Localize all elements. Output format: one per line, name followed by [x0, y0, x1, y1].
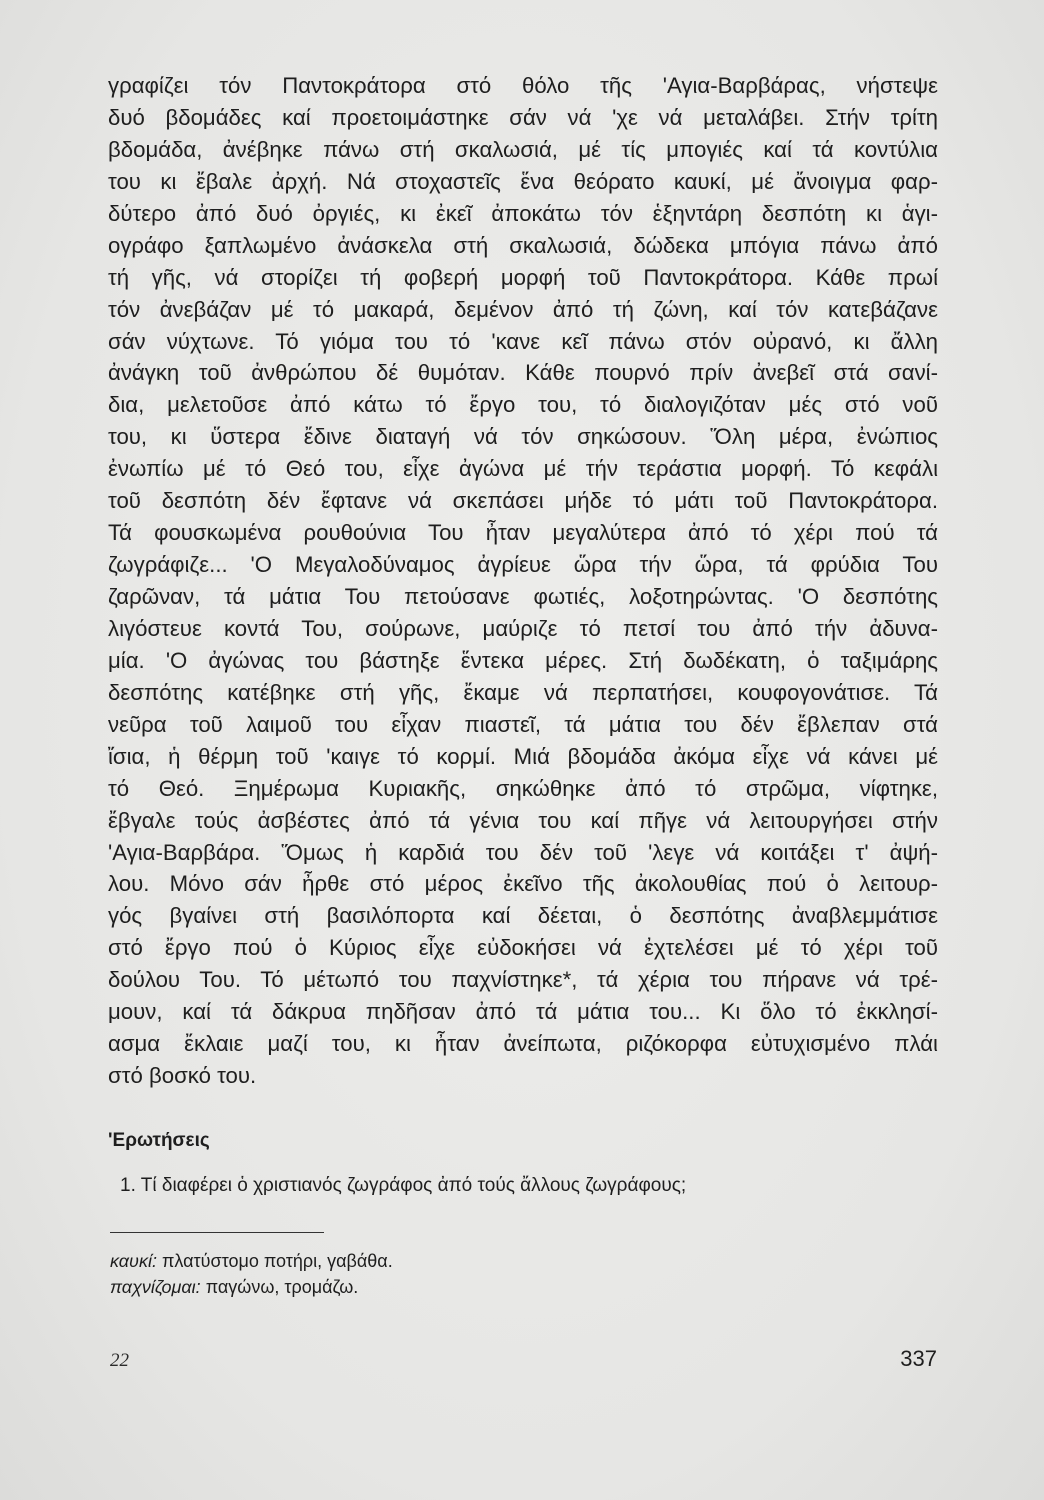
question-item: 1. Τί διαφέρει ὁ χριστιανός ζωγράφος ἀπό τούς ἄλλους ζωγράφους;	[120, 1175, 687, 1196]
text-line: σάν νύχτωνε. Τό γιόμα του τό 'κανε κεῖ πάνω στόν οὐρανό, κι ἄλλη	[108, 328, 938, 354]
text-line: γραφίζει τόν Παντοκράτορα στό θόλο τῆς 'Αγια-Βαρβάρας, νήστεψε	[108, 73, 938, 98]
footnote-item	[110, 1248, 393, 1274]
text-line: στό ἔργο πού ὁ Κύριος εἶχε εὐδοκήσει νά ἐχτελέσει μέ τό χέρι τοῦ	[108, 935, 938, 961]
footnote-rule	[110, 1232, 324, 1233]
story-text	[108, 70, 938, 1092]
text-line: μουν, καί τά δάκρυα πηδῆσαν ἀπό τά μάτια του... Κι ὅλο τό ἐκκλησί-	[108, 999, 938, 1025]
footnote-definition: παγώνω, τρομάζω.	[205, 1277, 359, 1297]
signature-mark: 22	[110, 1350, 129, 1371]
text-line: Τά φουσκωμένα ρουθούνια Του ἦταν μεγαλύτερα ἀπό τό χέρι πού τά	[108, 520, 938, 546]
text-line: δυό βδομάδες καί προετοιμάστηκε σάν νά 'χε νά μεταλάβει. Στήν τρίτη	[108, 104, 938, 130]
text-line: ἔβγαλε τούς ἀσβέστες ἀπό τά γένια του καί πῆγε νά λειτουργήσει στήν	[108, 807, 938, 833]
text-line: τό Θεό. Ξημέρωμα Κυριακῆς, σηκώθηκε ἀπό τό στρῶμα, νίφτηκε,	[108, 775, 938, 801]
text-line: τόν ἀνεβάζαν μέ τό μακαρά, δεμένον ἀπό τή ζώνη, καί τόν κατεβάζανε	[108, 296, 938, 322]
text-line: βδομάδα, ἀνέβηκε πάνω στή σκαλωσιά, μέ τίς μπογιές καί τά κοντύλια	[108, 136, 938, 162]
text-line: ασμα ἔκλαιε μαζί του, κι ἦταν ἀνείπωτα, ριζόκορφα εὐτυχισμένο πλάι	[108, 1031, 938, 1057]
text-line: ἐνωπίω μέ τό Θεό του, εἶχε ἀγώνα μέ τήν τεράστια μορφή. Τό κεφάλι	[108, 456, 938, 482]
footnote-item	[110, 1274, 393, 1300]
text-line: δούλου Του. Τό μέτωπό του παχνίστηκε*, τά χέρια του πήρανε νά τρέ-	[108, 967, 938, 993]
text-line: λιγόστευε κοντά Του, σούρωνε, μαύριζε τό πετσί του ἀπό τήν ἀδυνα-	[108, 615, 938, 641]
text-line: ἀνάγκη τοῦ ἀνθρώπου δέ θυμόταν. Κάθε πουρνό πρίν ἀνεβεῖ στά σανί-	[108, 360, 938, 386]
footnote-term: παχνίζομαι:	[110, 1277, 201, 1297]
text-line: δύτερο ἀπό δυό ὀργιές, κι ἐκεῖ ἀποκάτω τόν ἑξηντάρη δεσπότη κι ἁγι-	[108, 200, 938, 226]
text-line: στό βοσκό του.	[108, 1063, 257, 1089]
text-line: λου. Μόνο σάν ἦρθε στό μέρος ἐκεῖνο τῆς ἀκολουθίας πού ὁ λειτουρ-	[108, 871, 938, 897]
page-number: 337	[900, 1346, 937, 1371]
text-line: ογράφο ξαπλωμένο ἀνάσκελα στή σκαλωσιά, δώδεκα μπόγια πάνω ἀπό	[108, 232, 938, 258]
footnotes	[110, 1248, 393, 1300]
footnote-definition: πλατύστομο ποτήρι, γαβάθα.	[161, 1251, 393, 1271]
text-line: νεῦρα τοῦ λαιμοῦ του εἶχαν πιαστεῖ, τά μάτια του δέν ἔβλεπαν στά	[108, 711, 938, 737]
text-line: του, κι ὕστερα ἔδινε διαταγή νά τόν σηκώσουν. Ὅλη μέρα, ἐνώπιος	[108, 424, 938, 450]
questions-heading: 'Ερωτήσεις	[108, 1130, 210, 1151]
text-line: ἴσια, ἡ θέρμη τοῦ 'καιγε τό κορμί. Μιά βδομάδα ἀκόμα εἶχε νά κάνει μέ	[108, 743, 938, 769]
footnote-term: καυκί:	[110, 1251, 157, 1271]
text-line: ζωγράφιζε... 'Ο Μεγαλοδύναμος ἀγρίευε ὥρα τήν ὥρα, τά φρύδια Του	[108, 552, 938, 578]
text-line: 'Αγια-Βαρβάρα. Ὅμως ἡ καρδιά του δέν τοῦ 'λεγε νά κοιτάξει τ' ἀψή-	[108, 839, 938, 865]
text-line: δια, μελετοῦσε ἀπό κάτω τό ἔργο του, τό διαλογιζόταν μές στό νοῦ	[108, 392, 938, 418]
text-line: μία. 'Ο ἀγώνας του βάστηξε ἕντεκα μέρες. Στή δωδέκατη, ὁ ταξιμάρης	[108, 647, 938, 673]
text-line: δεσπότης κατέβηκε στή γῆς, ἔκαμε νά περπατήσει, κουφογονάτισε. Τά	[108, 679, 938, 705]
text-line: τοῦ δεσπότη δέν ἔφτανε νά σκεπάσει μήδε τό μάτι τοῦ Παντοκράτορα.	[108, 488, 938, 514]
text-line: ζαρῶναν, τά μάτια Του πετούσανε φωτιές, λοξοτηρώντας. 'Ο δεσπότης	[108, 584, 938, 609]
text-line: γός βγαίνει στή βασιλόπορτα καί δέεται, ὁ δεσπότης ἀναβλεμμάτισε	[108, 903, 938, 929]
text-line: τή γῆς, νά στορίζει τή φοβερή μορφή τοῦ Παντοκράτορα. Κάθε πρωί	[108, 264, 938, 290]
text-line: του κι ἔβαλε ἀρχή. Νά στοχαστεῖς ἕνα θεόρατο καυκί, μέ ἄνοιγμα φαρ-	[108, 168, 938, 194]
